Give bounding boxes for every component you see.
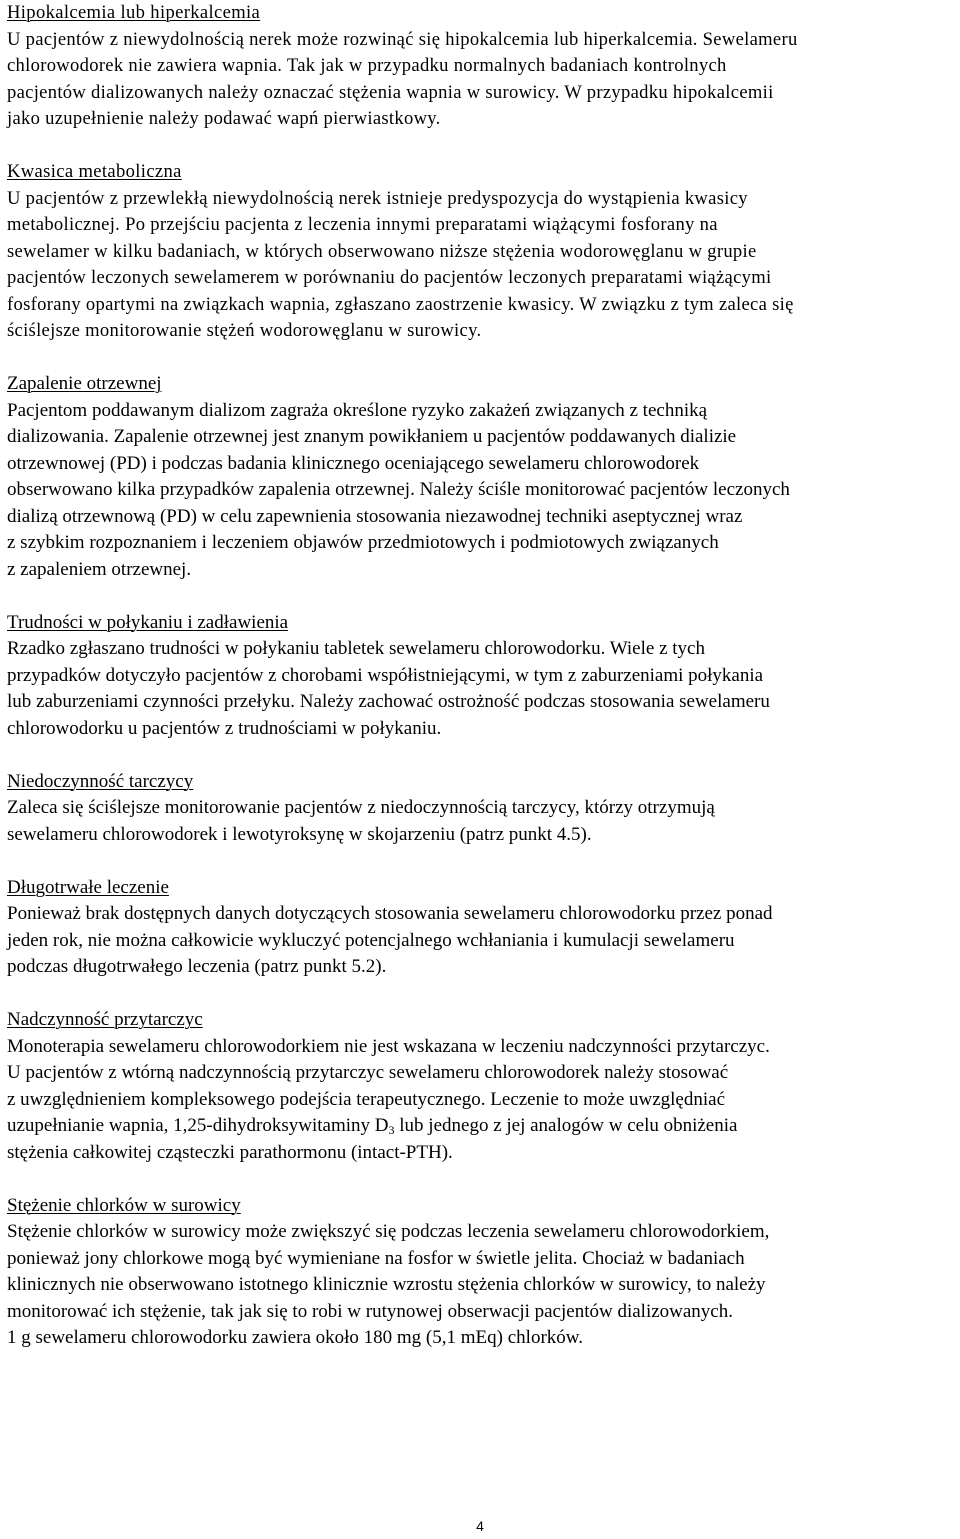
- text-line: przypadków dotyczyło pacjentów z chorobami współistniejącymi, w tym z zaburzeniami połykania: [7, 664, 764, 686]
- text-line: jeden rok, nie można całkowicie wykluczyć potencjalnego wchłaniania i kumulacji sewelameru: [7, 929, 735, 951]
- text-fragment: uzupełnianie wapnia, 1,25-dihydroksywitaminy D: [7, 1115, 389, 1136]
- text-line: ściślejsze monitorowanie stężeń wodorowęglanu w surowicy.: [7, 320, 482, 341]
- section-paragraph: [7, 1034, 953, 1167]
- section-paragraph: [7, 27, 953, 133]
- section-paragraph: [7, 1219, 953, 1352]
- text-line: chlorowodorek nie zawiera wapnia. Tak jak w przypadku normalnych badaniach kontrolnych: [7, 55, 727, 76]
- section-paragraph: [7, 636, 953, 742]
- text-line: podczas długotrwałego leczenia (patrz punkt 5.2).: [7, 956, 387, 977]
- section-paragraph: [7, 398, 953, 584]
- text-line: U pacjentów z wtórną nadczynnością przytarczyc sewelameru chlorowodorek należy stosować: [7, 1062, 729, 1083]
- text-line: jako uzupełnienie należy podawać wapń pierwiastkowy.: [7, 108, 441, 129]
- text-fragment: lub jednego z jej analogów w celu obniżenia: [394, 1115, 738, 1136]
- text-line: z zapaleniem otrzewnej.: [7, 558, 192, 580]
- section-heading: Hipokalcemia lub hiperkalcemia: [7, 2, 261, 23]
- section-paragraph: [7, 186, 953, 345]
- section-heading: Niedoczynność tarczycy: [7, 770, 194, 792]
- section-heading: Kwasica metaboliczna: [7, 161, 182, 182]
- section-hypocalcemia: [7, 0, 953, 133]
- text-line: Monoterapia sewelameru chlorowodorkiem nie jest wskazana w leczeniu nadczynności przytarczyc.: [7, 1035, 770, 1057]
- text-line: dializą otrzewnową (PD) w celu zapewnienia stosowania niezawodnej techniki aseptycznej wraz: [7, 505, 743, 527]
- text-line: klinicznych nie obserwowano istotnego klinicznie wzrostu stężenia chlorków w surowicy, to należy: [7, 1274, 766, 1295]
- text-line: fosforany opartymi na związkach wapnia, zgłaszano zaostrzenie kwasicy. W związku z tym zaleca się: [7, 293, 794, 315]
- text-line: obserwowano kilka przypadków zapalenia otrzewnej. Należy ściśle monitorować pacjentów leczonych: [7, 479, 790, 500]
- section-serum-chloride: [7, 1193, 953, 1352]
- document-page: [7, 0, 953, 1378]
- section-hypothyroidism: [7, 769, 953, 849]
- text-line: sewelameru chlorowodorek i lewotyroksynę w skojarzeniu (patrz punkt 4.5).: [7, 823, 592, 845]
- text-line: Pacjentom poddawanym dializom zagraża określone ryzyko zakażeń związanych z techniką: [7, 399, 708, 421]
- section-hyperparathyroidism: [7, 1007, 953, 1166]
- section-paragraph: [7, 795, 953, 848]
- section-heading: Długotrwałe leczenie: [7, 876, 169, 898]
- section-paragraph: [7, 901, 953, 981]
- text-line: sewelamer w kilku badaniach, w których obserwowano niższe stężenia wodorowęglanu w grupie: [7, 240, 757, 262]
- text-line: U pacjentów z niewydolnością nerek może rozwinąć się hipokalcemia lub hiperkalcemia. Sewelameru: [7, 28, 798, 50]
- text-line: chlorowodorku u pacjentów z trudnościami w połykaniu.: [7, 717, 442, 739]
- section-swallowing-difficulties: [7, 610, 953, 743]
- page-number: 4: [476, 1518, 484, 1534]
- section-heading: Zapalenie otrzewnej: [7, 373, 162, 394]
- text-line: Ponieważ brak dostępnych danych dotyczących stosowania sewelameru chlorowodorku przez ponad: [7, 903, 773, 924]
- text-line: monitorować ich stężenie, tak jak się to robi w rutynowej obserwacji pacjentów dializowanych.: [7, 1300, 733, 1322]
- text-line: pacjentów dializowanych należy oznaczać stężenia wapnia w surowicy. W przypadku hipokalcemii: [7, 81, 774, 103]
- section-heading: Trudności w połykaniu i zadławienia: [7, 611, 289, 633]
- subscript-3: 3: [388, 1123, 395, 1137]
- text-line: metabolicznej. Po przejściu pacjenta z leczenia innymi preparatami wiążącymi fosforany na: [7, 214, 718, 235]
- text-line: U pacjentów z przewlekłą niewydolnością nerek istnieje predyspozycja do wystąpienia kwasicy: [7, 187, 748, 209]
- text-line: stężenia całkowitej cząsteczki parathormonu (intact-PTH).: [7, 1141, 453, 1163]
- text-line: pacjentów leczonych sewelamerem w porównaniu do pacjentów leczonych preparatami wiążącymi: [7, 267, 772, 288]
- text-line: Rzadko zgłaszano trudności w połykaniu tabletek sewelameru chlorowodorku. Wiele z tych: [7, 638, 705, 659]
- text-line: ponieważ jony chlorkowe mogą być wymieniane na fosfor w świetle jelita. Chociaż w badaniach: [7, 1247, 745, 1269]
- text-line: lub zaburzeniami czynności przełyku. Należy zachować ostrożność podczas stosowania sewelameru: [7, 691, 770, 712]
- section-heading: Nadczynność przytarczyc: [7, 1009, 203, 1030]
- text-line: 1 g sewelameru chlorowodorku zawiera około 180 mg (5,1 mEq) chlorków.: [7, 1327, 584, 1348]
- text-line-vitamin-d3: [7, 1113, 953, 1140]
- text-line: z szybkim rozpoznaniem i leczeniem objawów przedmiotowych i podmiotowych związanych: [7, 532, 719, 553]
- text-line: dializowania. Zapalenie otrzewnej jest znanym powikłaniem u pacjentów poddawanych dializie: [7, 426, 737, 447]
- text-line: z uwzględnieniem kompleksowego podejścia terapeutycznego. Leczenie to może uwzględniać: [7, 1088, 726, 1110]
- section-long-term-treatment: [7, 875, 953, 981]
- text-line: otrzewnowej (PD) i podczas badania klinicznego oceniającego sewelameru chlorowodorek: [7, 452, 700, 474]
- section-heading: Stężenie chlorków w surowicy: [7, 1194, 241, 1216]
- section-peritonitis: [7, 371, 953, 583]
- text-line: Zaleca się ściślejsze monitorowanie pacjentów z niedoczynnością tarczycy, którzy otrzymują: [7, 797, 715, 818]
- text-line: Stężenie chlorków w surowicy może zwiększyć się podczas leczenia sewelameru chlorowodorkiem,: [7, 1221, 770, 1242]
- section-metabolic-acidosis: [7, 159, 953, 345]
